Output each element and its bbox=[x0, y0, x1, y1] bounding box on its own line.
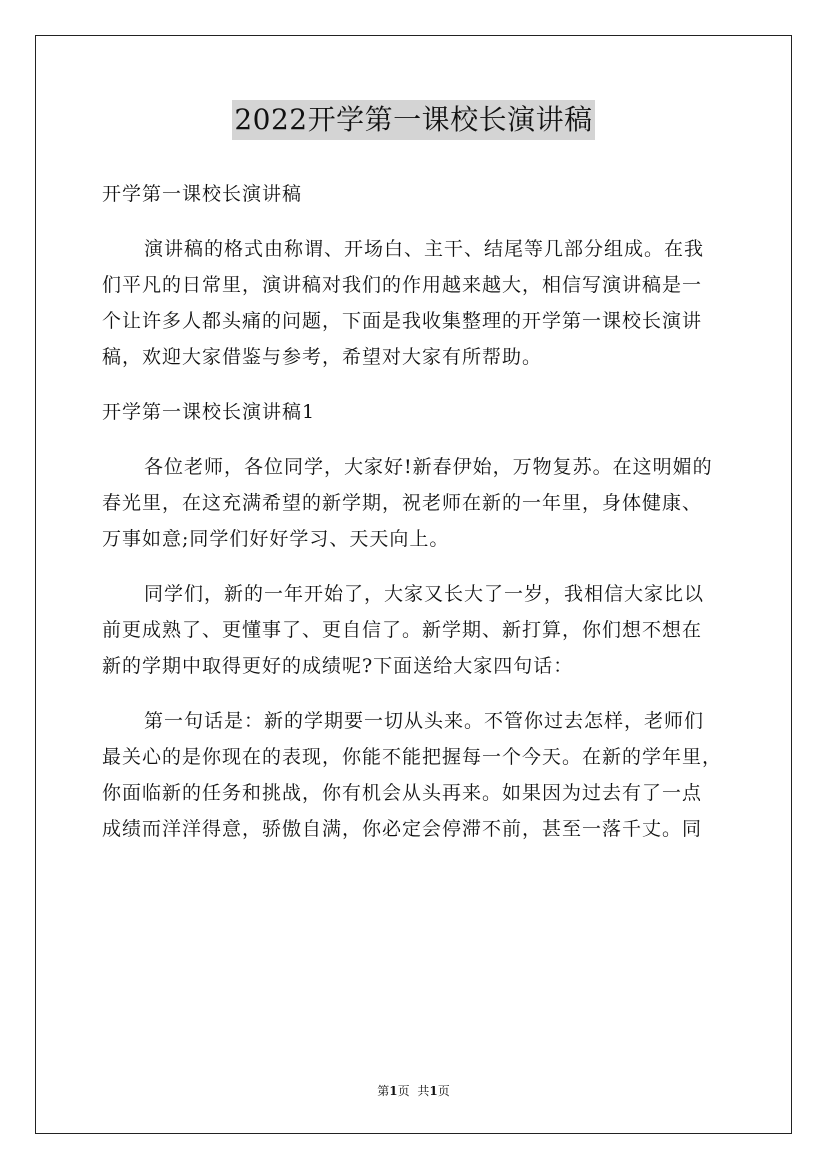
document-heading: 开学第一课校长演讲稿 bbox=[102, 183, 303, 205]
para3-line-1: 第一句话是：新的学期要一切从头来。不管你过去怎样，老师们 bbox=[144, 710, 705, 732]
paragraph-first-sentence bbox=[102, 703, 726, 847]
document-body bbox=[102, 176, 726, 866]
para1-line-3: 万事如意;同学们好好学习、天天向上。 bbox=[102, 528, 450, 550]
para1-line-2: 春光里，在这充满希望的新学期，祝老师在新的一年里，身体健康、 bbox=[102, 492, 703, 514]
document-title-wrap bbox=[0, 100, 827, 140]
footer-page-suffix: 页 bbox=[397, 1084, 410, 1098]
section-heading: 开学第一课校长演讲稿1 bbox=[102, 401, 316, 423]
para1-line-1: 各位老师，各位同学，大家好!新春伊始，万物复苏。在这明媚的 bbox=[144, 456, 713, 478]
footer-page-prefix: 第 bbox=[377, 1084, 390, 1098]
footer-page-number: 1 bbox=[389, 1084, 398, 1098]
footer-total-number: 1 bbox=[429, 1084, 438, 1098]
page-footer bbox=[0, 1082, 827, 1099]
para2-line-2: 前更成熟了、更懂事了、更自信了。新学期、新打算，你们想不想在 bbox=[102, 619, 703, 641]
para2-line-3: 新的学期中取得更好的成绩呢?下面送给大家四句话： bbox=[102, 655, 574, 677]
intro-line-3: 个让许多人都头痛的问题，下面是我收集整理的开学第一课校长演讲 bbox=[102, 310, 703, 332]
intro-line-2: 们平凡的日常里，演讲稿对我们的作用越来越大，相信写演讲稿是一 bbox=[102, 274, 703, 296]
footer-total-prefix: 共 bbox=[417, 1084, 430, 1098]
para3-line-3: 你面临新的任务和挑战，你有机会从头再来。如果因为过去有了一点 bbox=[102, 782, 703, 804]
intro-line-4: 稿，欢迎大家借鉴与参考，希望对大家有所帮助。 bbox=[102, 346, 543, 368]
intro-line-1: 演讲稿的格式由称谓、开场白、主干、结尾等几部分组成。在我 bbox=[144, 238, 705, 260]
paragraph-new-year bbox=[102, 576, 726, 684]
para3-line-2: 最关心的是你现在的表现，你能不能把握每一个今天。在新的学年里， bbox=[102, 746, 723, 768]
paragraph-greeting bbox=[102, 449, 726, 557]
document-title: 2022开学第一课校长演讲稿 bbox=[232, 100, 594, 140]
para3-line-4: 成绩而洋洋得意，骄傲自满，你必定会停滞不前，甚至一落千丈。同 bbox=[102, 818, 703, 840]
intro-paragraph bbox=[102, 231, 726, 375]
para2-line-1: 同学们，新的一年开始了，大家又长大了一岁，我相信大家比以 bbox=[144, 583, 705, 605]
footer-total-suffix: 页 bbox=[437, 1084, 450, 1098]
